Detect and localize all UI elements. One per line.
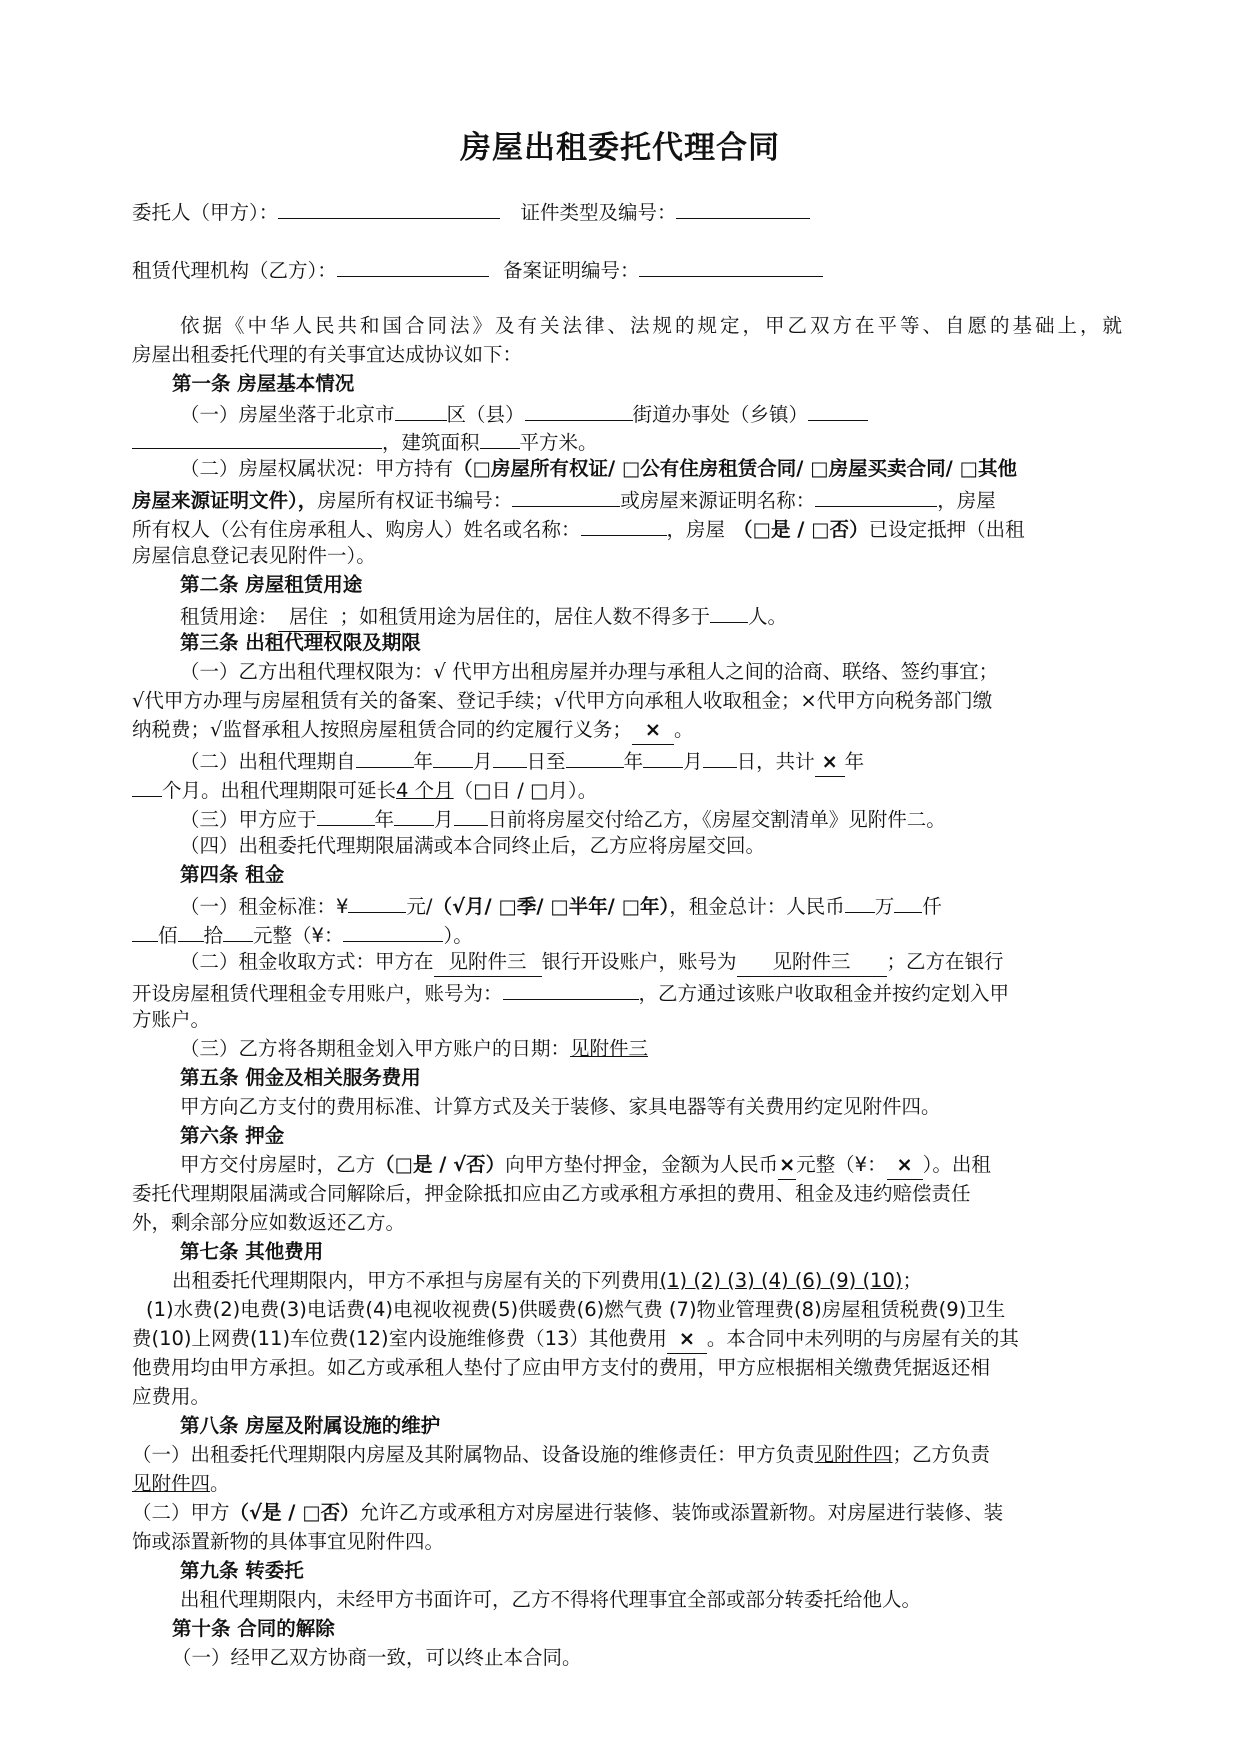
principal-label: 委托人（甲方）： — [132, 201, 279, 224]
a2-text-d: 人。 — [748, 605, 788, 628]
other-fees-value[interactable]: × — [667, 1325, 707, 1354]
a3-p2-text-l: （□日 / □月）。 — [453, 779, 598, 802]
article-2-heading: 第二条 房屋租赁用途 — [180, 573, 363, 596]
a6-text-e: 元整（¥： — [796, 1153, 887, 1176]
a2-text — [180, 600, 1170, 632]
a6-text-a: 甲方交付房屋时，乙方 — [180, 1153, 376, 1176]
a4-p2-line3: 方账户。 — [132, 1008, 211, 1031]
article-3-heading: 第三条 出租代理权限及期限 — [180, 631, 421, 654]
a4-p2-line2 — [132, 977, 1122, 1008]
a4-p1-text-b: 元/ — [406, 895, 433, 918]
article-10-heading: 第十条 合同的解除 — [172, 1617, 335, 1640]
a1-p2-text-g: 所有权人（公有住房承租人、购房人）姓名或名称： — [132, 518, 581, 541]
a7-text-l3c: 。本合同中未列明的与房屋有关的其 — [706, 1327, 1019, 1350]
rent-total-numeric-blank[interactable] — [343, 919, 443, 942]
handover-year-blank[interactable] — [317, 803, 375, 826]
a3-p4: （四）出租委托代理期限届满或本合同终止后，乙方应将房屋交回。 — [180, 834, 766, 857]
deposit-options[interactable]: （□是 / √否） — [375, 1153, 506, 1176]
rent-qian-blank[interactable] — [894, 890, 922, 913]
end-day-blank[interactable] — [703, 745, 737, 768]
usage-value[interactable]: 居住 — [278, 603, 340, 632]
a8-p1-text-c: ；乙方负责 — [892, 1443, 991, 1466]
a4-p2-text-c: 银行开设账户，账号为 — [541, 950, 737, 973]
a8-p2-text-c: 允许乙方或承租方对房屋进行装修、装饰或添置新物。对房屋进行装修、装 — [359, 1501, 1004, 1524]
principal-row — [132, 196, 1122, 227]
id-blank[interactable] — [676, 196, 810, 219]
term-years-value[interactable]: × — [815, 748, 845, 777]
term-months-blank[interactable] — [132, 774, 162, 797]
end-year-blank[interactable] — [566, 745, 624, 768]
address-blank[interactable] — [132, 426, 382, 449]
a3-p2-text-j: 个月。出租代理期限可延长 — [162, 779, 397, 802]
a4-p1-wan-label: 万 — [874, 895, 895, 918]
a8-p2-line2: 饰或添置新物的具体事宜见附件四。 — [132, 1530, 445, 1553]
start-month-blank[interactable] — [433, 745, 473, 768]
a4-p1-line2 — [132, 919, 1122, 950]
handover-day-blank[interactable] — [454, 803, 488, 826]
a4-p2-text-f: 开设房屋租赁代理租金专用账户，账号为： — [132, 982, 503, 1005]
rent-amount-blank[interactable] — [348, 890, 406, 913]
mortgage-options[interactable]: （□是 / □否） — [733, 518, 869, 541]
a1-p2-text-j: 已设定抵押（出租 — [868, 518, 1025, 541]
intro-line-1: 依据《中华人民共和国合同法》及有关法律、法规的规定，甲乙双方在平等、自愿的基础上，就 — [180, 314, 1122, 337]
article-8-heading: 第八条 房屋及附属设施的维护 — [180, 1414, 441, 1437]
party-a-account-value[interactable]: 见附件三 — [737, 948, 887, 977]
a1-p1-text-b: 区（县） — [446, 403, 525, 426]
a1-p1-text-e: 平方米。 — [519, 431, 598, 454]
source-doc-blank[interactable] — [815, 484, 937, 507]
principal-blank[interactable] — [278, 196, 500, 219]
party-a-bank-value[interactable]: 见附件三 — [434, 948, 542, 977]
a2-text-c: ；如租赁用途为居住的，居住人数不得多于 — [339, 605, 711, 628]
street-blank[interactable] — [525, 398, 633, 421]
a3-other-authority-value[interactable]: × — [632, 716, 674, 745]
a3-p2-year-label: 年 — [413, 750, 434, 773]
agency-label: 租赁代理机构（乙方）： — [132, 259, 337, 282]
handover-month-blank[interactable] — [394, 803, 434, 826]
a1-p2-text-h: ，房屋 — [666, 518, 726, 541]
a7-line2: (1)水费(2)电费(3)电话费(4)电视收视费(5)供暖费(6)燃气费 (7)物业管理费(8)房屋租赁税费(9)卫生 — [146, 1298, 1006, 1321]
a7-line5: 应费用。 — [132, 1385, 211, 1408]
a4-p1-text-j: ）。 — [443, 924, 473, 947]
a4-p1-qian-label: 仟 — [922, 895, 942, 918]
a4-p2-text-a: （二）租金收取方式：甲方在 — [180, 950, 434, 973]
agency-blank[interactable] — [337, 254, 489, 277]
start-year-blank[interactable] — [356, 745, 414, 768]
a5-text: 甲方向乙方支付的费用标准、计算方式及关于装修、家具电器等有关费用约定见附件四。 — [180, 1095, 941, 1118]
a1-p2-line4: 房屋信息登记表见附件一）。 — [132, 544, 376, 567]
article-7-heading: 第七条 其他费用 — [180, 1240, 324, 1263]
a3-p2-line2 — [132, 774, 1122, 805]
a3-p1-line3 — [132, 716, 1122, 745]
a10-p1: （一）经甲乙双方协商一致，可以终止本合同。 — [172, 1646, 582, 1669]
party-b-maintenance-value[interactable]: 见附件四 — [132, 1472, 211, 1495]
a8-p1-line2 — [132, 1470, 1122, 1498]
a8-p1-line1 — [132, 1441, 1122, 1469]
article-9-heading: 第九条 转委托 — [180, 1559, 304, 1582]
a1-p2-line1 — [180, 455, 1170, 483]
a8-p1-text-e: 。 — [210, 1472, 230, 1495]
a3-p2-line1 — [180, 745, 1170, 777]
a4-p1-line1 — [180, 890, 1170, 921]
a4-p3 — [180, 1035, 1170, 1063]
a6-text-g: ）。出租 — [922, 1153, 991, 1176]
a1-p2-text-e: 或房屋来源证明名称： — [620, 489, 816, 512]
a6-text-c: 向甲方垫付押金，金额为人民币 — [505, 1153, 779, 1176]
a3-p1-text-c: 。 — [673, 718, 694, 741]
certificate-no-blank[interactable] — [512, 484, 620, 507]
party-b-account-blank[interactable] — [503, 977, 639, 1000]
district-blank[interactable] — [395, 398, 447, 421]
end-month-blank[interactable] — [643, 745, 683, 768]
a7-line3 — [132, 1325, 1122, 1354]
party-a-maintenance-value[interactable]: 见附件四 — [814, 1443, 893, 1466]
occupants-blank[interactable] — [710, 600, 748, 623]
deposit-numeric-value[interactable]: × — [887, 1151, 923, 1180]
ownership-options[interactable]: （□房屋所有权证/ □公有住房租赁合同/ □房屋买卖合同/ □其他 — [453, 457, 1017, 480]
a7-text-c: ； — [902, 1269, 922, 1292]
owner-name-blank[interactable] — [581, 513, 667, 536]
agency-row — [132, 254, 1122, 285]
a4-p2-text-e: ；乙方在银行 — [886, 950, 1004, 973]
article-4-heading: 第四条 租金 — [180, 863, 285, 886]
article-1-heading: 第一条 房屋基本情况 — [172, 372, 355, 395]
a4-p1-text-i: 元整（¥： — [253, 924, 344, 947]
a1-p2-line2 — [132, 484, 1122, 515]
a4-p1-text-d: ，租金总计：人民币 — [669, 895, 845, 918]
id-label: 证件类型及编号： — [520, 201, 677, 224]
a1-p1-text-d: ，建筑面积 — [382, 431, 480, 454]
record-label: 备案证明编号： — [502, 259, 640, 282]
start-day-blank[interactable] — [493, 745, 527, 768]
a1-p2-text-d: 房屋所有权证书编号： — [317, 489, 513, 512]
a7-text-l3a: 费(10)上网费(11)车位费(12)室内设施维修费（13）其他费用 — [132, 1327, 667, 1350]
rent-yuan-blank[interactable] — [223, 919, 253, 942]
a4-p2-text-g: ，乙方通过该账户收取租金并按约定划入甲 — [638, 982, 1010, 1005]
town-blank[interactable] — [808, 398, 868, 421]
a8-p2-line1 — [132, 1499, 1122, 1527]
a7-text-a: 出租委托代理期限内，甲方不承担与房屋有关的下列费用 — [172, 1269, 660, 1292]
a7-line1 — [172, 1267, 1162, 1295]
a9-text: 出租代理期限内，未经甲方书面许可，乙方不得将代理事宜全部或部分转委托给他人。 — [180, 1588, 922, 1611]
a3-p1-text-a: 纳税费；√监督承租人按照房屋租赁合同的约定履行义务； — [132, 718, 632, 741]
record-blank[interactable] — [639, 254, 823, 277]
a4-p1-text-a: （一）租金标准：¥ — [180, 895, 349, 918]
renovation-options[interactable]: （√是 / □否） — [229, 1501, 360, 1524]
a3-p2-text-a: （二）出租代理期自 — [180, 750, 356, 773]
a3-p2-until-label: 日至 — [526, 750, 566, 773]
a4-p3-text-a: （三）乙方将各期租金划入甲方账户的日期： — [180, 1037, 571, 1060]
deposit-amount-value[interactable]: × — [778, 1151, 796, 1180]
document-title: 房屋出租委托代理合同 — [460, 130, 780, 166]
a6-line3: 外，剩余部分应如数返还乙方。 — [132, 1211, 406, 1234]
a1-p2-line3 — [132, 513, 1122, 544]
a6-line1 — [180, 1151, 1170, 1180]
area-blank[interactable] — [480, 426, 520, 449]
a3-p2-total-label: 日，共计 — [736, 750, 815, 773]
a3-p1-line1: （一）乙方出租代理权限为：√ 代甲方出租房屋并办理与承租人之间的洽商、联络、签约事宜； — [180, 660, 999, 683]
rent-period-options[interactable]: （√月/ □季/ □半年/ □年） — [432, 895, 670, 918]
a7-line4: 他费用均由甲方承担。如乙方或承租人垫付了应由甲方支付的费用，甲方应根据相关缴费凭据返还相 — [132, 1356, 991, 1379]
a4-p1-shi-label: 拾 — [203, 924, 224, 947]
transfer-date-value[interactable]: 见附件三 — [570, 1037, 649, 1060]
a3-p1-line2: √代甲方办理与房屋租赁有关的备案、登记手续；√代甲方向承租人收取租金；×代甲方向税务部门缴 — [132, 689, 993, 712]
a1-p1-text-a: （一）房屋坐落于北京市 — [180, 403, 395, 426]
a4-p1-bai-label: 佰 — [158, 924, 178, 947]
a6-line2: 委托代理期限届满或合同解除后，押金除抵扣应由乙方或承租方承担的费用、租金及违约赔偿责任 — [132, 1182, 971, 1205]
a1-p1-line2 — [132, 426, 1122, 457]
rent-wan-blank[interactable] — [845, 890, 875, 913]
a3-p3-month-label: 月 — [434, 808, 454, 831]
ownership-options-end: 房屋来源证明文件）， — [132, 489, 318, 512]
intro-line-2: 房屋出租委托代理的有关事宜达成协议如下： — [132, 343, 523, 366]
a8-p1-text-a: （一）出租委托代理期限内房屋及其附属物品、设备设施的维修责任：甲方负责 — [132, 1443, 815, 1466]
a1-p1-text-c: 街道办事处（乡镇） — [632, 403, 809, 426]
a8-p2-text-a: （二）甲方 — [132, 1501, 230, 1524]
a3-p3-text-d: 日前将房屋交付给乙方，《房屋交割清单》见附件二。 — [487, 808, 946, 831]
a1-p1-line1 — [180, 398, 1170, 429]
a3-p3-year-label: 年 — [374, 808, 395, 831]
a3-p2-month2-label: 月 — [683, 750, 703, 773]
extension-value[interactable]: 4 个月 — [396, 779, 454, 802]
article-6-heading: 第六条 押金 — [180, 1124, 285, 1147]
a4-p2-line1 — [180, 948, 1170, 977]
a2-text-a: 租赁用途： — [180, 605, 278, 628]
article-5-heading: 第五条 佣金及相关服务费用 — [180, 1066, 421, 1089]
a3-p2-month-label: 月 — [473, 750, 493, 773]
a3-p3-text-a: （三）甲方应于 — [180, 808, 317, 831]
a3-p3 — [180, 803, 1170, 834]
a1-p2-text-a: （二）房屋权属状况：甲方持有 — [180, 457, 454, 480]
excluded-fees-value[interactable]: (1) (2) (3) (4) (6) (9) (10) — [659, 1269, 903, 1292]
rent-bai-blank[interactable] — [132, 919, 158, 942]
a3-p2-year2-label: 年 — [623, 750, 644, 773]
a1-p2-text-f: ，房屋 — [937, 489, 996, 512]
rent-shi-blank[interactable] — [178, 919, 204, 942]
a3-p2-years-label: 年 — [844, 750, 865, 773]
